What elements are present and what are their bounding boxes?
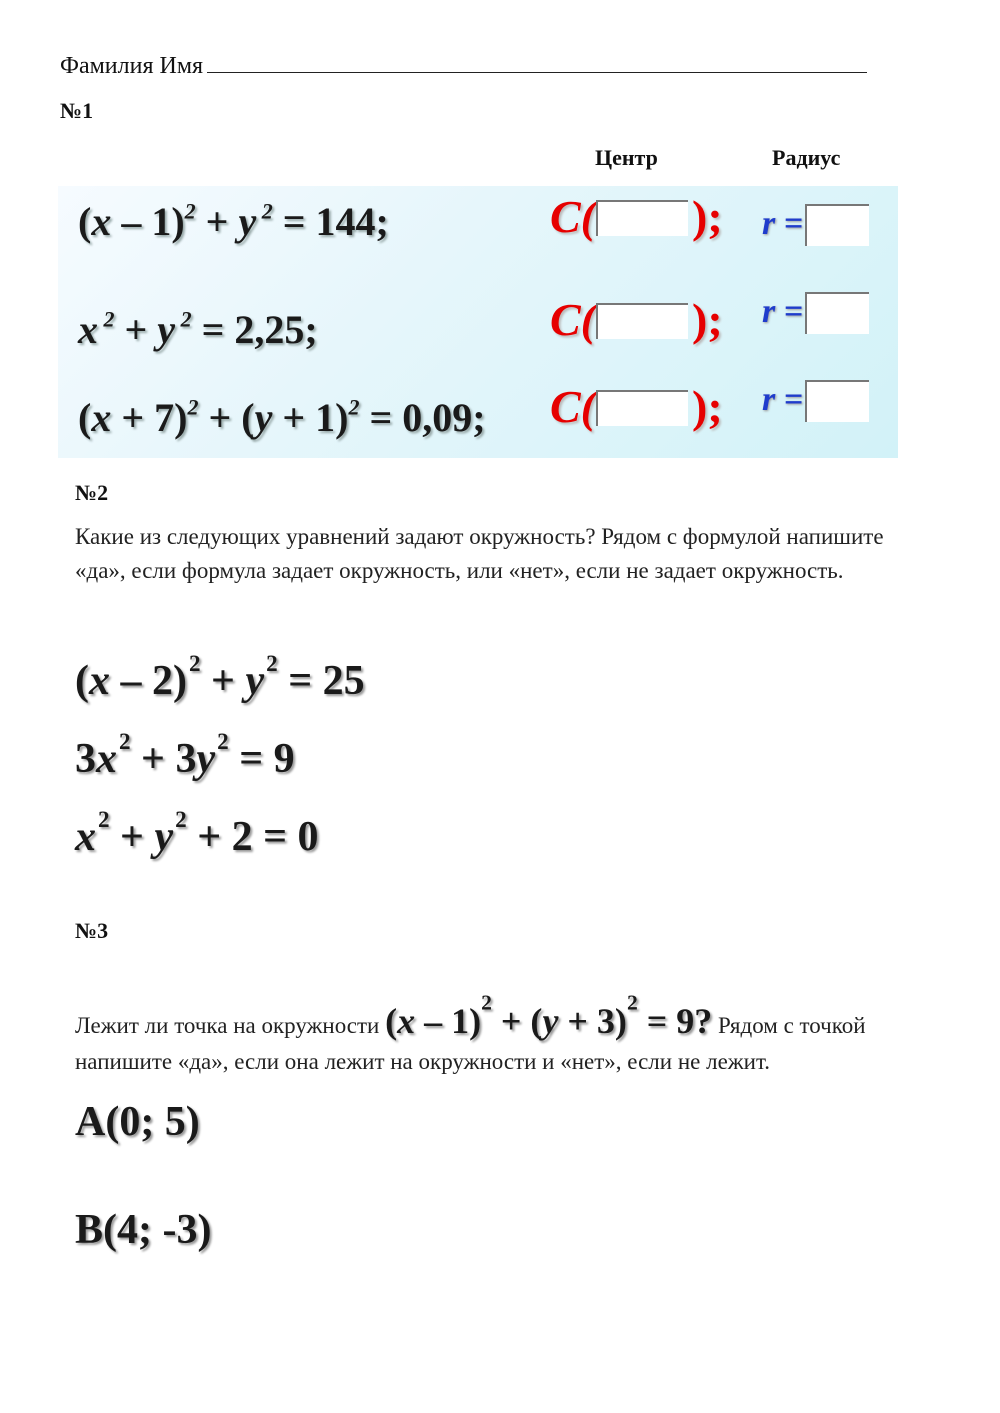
task2-instructions: Какие из следующих уравнений задают окружность? Рядом с формулой напишите «да», если формула задает окружность, или «нет», если не задает окружность. bbox=[75, 524, 884, 583]
name-label: Фамилия Имя bbox=[60, 53, 204, 79]
center-input-1[interactable] bbox=[596, 200, 688, 236]
task3-instructions: Лежит ли точка на окружности $(x - 1)^2 + (y + 3)^2 = 9$? Рядом с точкой напишите «да», если она лежит на окружности и «нет», если не лежит. bbox=[75, 990, 866, 1074]
task1-equation-3: $(x + 7)^2 + (y + 1)^2 = 0,09$; bbox=[78, 394, 486, 440]
radius-input-2[interactable] bbox=[805, 292, 869, 334]
task3-number: №3 bbox=[75, 918, 109, 943]
task2-equation-2: $3x^2 + 3y^2 = 9$ bbox=[75, 728, 295, 783]
center-answer-2: C( ); bbox=[550, 294, 723, 345]
name-line bbox=[60, 50, 867, 80]
task1-number: №1 bbox=[60, 98, 94, 123]
task2-equation-1: $(x - 2)^2 + y^2 = 25$ bbox=[75, 650, 365, 705]
task2-number: №2 bbox=[75, 480, 109, 505]
radius-answer-1: r = bbox=[762, 204, 869, 246]
center-answer-3: C( ); bbox=[550, 381, 723, 432]
task3-equation: $(x - 1)^2 + (y + 3)^2 = 9$? bbox=[385, 990, 713, 1041]
radius-input-3[interactable] bbox=[805, 380, 869, 422]
task2-equation-3: $x^2 + y^2 + 2 = 0$ bbox=[75, 806, 319, 861]
center-input-3[interactable] bbox=[596, 390, 688, 426]
center-answer-1: C( ); bbox=[550, 191, 723, 242]
point-a: A(0; 5) bbox=[75, 1099, 200, 1145]
center-input-2[interactable] bbox=[596, 303, 688, 339]
column-radius-header: Радиус bbox=[772, 145, 841, 170]
radius-answer-3: r = bbox=[762, 380, 869, 422]
column-center-header: Центр bbox=[595, 145, 658, 170]
name-input-line[interactable] bbox=[207, 50, 867, 73]
task1-equation-1: (x – 1)$^2$ + y $^2$ = 144; bbox=[78, 198, 389, 244]
task1-equation-2: x $^2$ + y $^2$ = 2,25; bbox=[78, 306, 318, 352]
radius-input-1[interactable] bbox=[805, 204, 869, 246]
radius-answer-2: r = bbox=[762, 292, 869, 334]
point-b: B(4; -3) bbox=[75, 1207, 212, 1253]
